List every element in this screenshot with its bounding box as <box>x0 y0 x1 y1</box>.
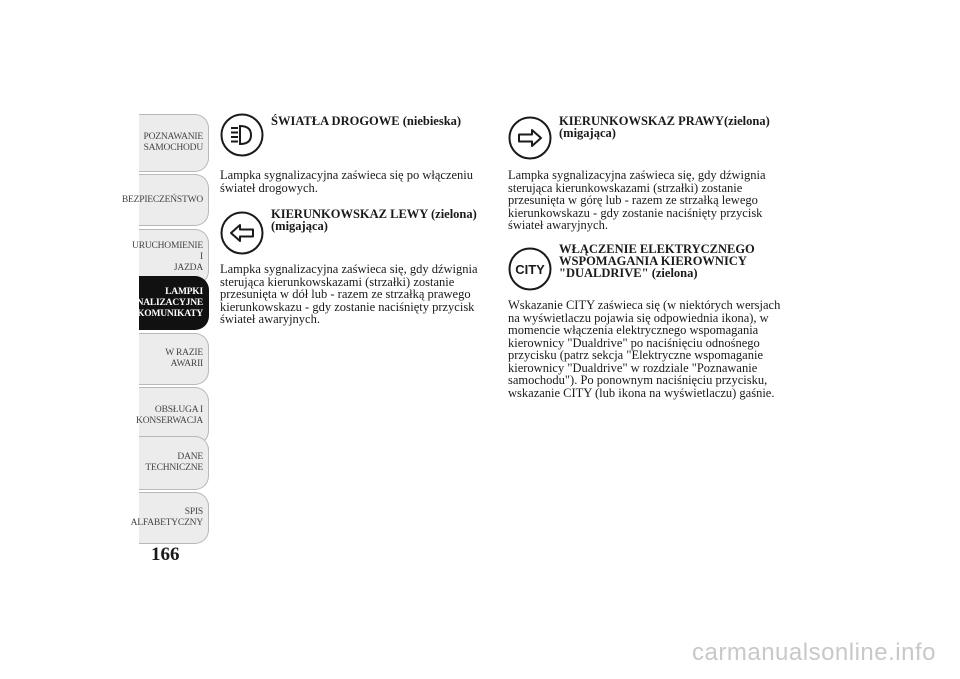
dualdrive-title: WŁĄCZENIE ELEKTRYCZNEGO WSPOMAGANIA KIEROWNICY "DUALDRIVE" (zielona) <box>559 242 755 280</box>
right-indicator-text: Lampka sygnalizacyjna zaświeca się, gdy dźwignia sterująca kierunkowskazami (strzałki) zostanie przesunięta w górę lub - razem ze strzałką lewego kierunkowskazu - gdy zostanie naciśnięty przycisk świateł awaryjnych. <box>508 168 766 232</box>
dualdrive-text: Wskazanie CITY zaświeca się (w niektórych wersjach na wyświetlaczu pojawia się odpowiednia ikona), w momencie włączenia elektrycznego wspomagania kierownicy "Dualdrive" po naciśnięciu odnośnego przycisku (patrz sekcja "Elektryczne wspomaganie kierownicy "Dualdrive" w rozdziale "Poznawanie samochodu"). Po ponownym naciśnięciu przycisku, wskazanie CITY (lub ikona na wyświetlaczu) gaśnie. <box>508 298 781 400</box>
tab-obsluga[interactable]: OBSŁUGA I KONSERWACJA <box>139 387 209 445</box>
tab-poznawanie[interactable]: POZNAWANIE SAMOCHODU <box>139 114 209 172</box>
tab-uruchomienie[interactable]: URUCHOMIENIE I JAZDA <box>139 229 209 285</box>
left-arrow-icon <box>220 211 264 255</box>
tab-awarii[interactable]: W RAZIE AWARII <box>139 333 209 385</box>
city-icon-label: CITY <box>515 262 545 277</box>
right-arrow-icon <box>508 116 552 160</box>
tab-spis[interactable]: SPIS ALFABETYCZNY <box>139 492 209 544</box>
tab-dane[interactable]: DANE TECHNICZNE <box>139 436 209 490</box>
high-beam-icon <box>220 113 264 157</box>
left-indicator-title: KIERUNKOWSKAZ LEWY (zielona) (migająca) <box>271 207 477 233</box>
left-indicator-text: Lampka sygnalizacyjna zaświeca się, gdy dźwignia sterująca kierunkowskazami (strzałki) zostanie przesunięta w dół lub - razem ze strzałką prawego kierunkowskazu - gdy zostanie naciśnięty przycisk świateł awaryjnych. <box>220 262 478 326</box>
high-beam-text: Lampka sygnalizacyjna zaświeca się po włączeniu świateł drogowych. <box>220 168 474 195</box>
watermark: carmanualsonline.info <box>692 639 936 666</box>
right-indicator-title: KIERUNKOWSKAZ PRAWY(zielona) (migająca) <box>559 114 770 140</box>
tab-lampki[interactable]: LAMPKI SYGNALIZACYJNE I KOMUNIKATY <box>139 276 209 330</box>
city-icon <box>508 247 552 291</box>
tab-bezpieczenstwo[interactable]: BEZPIECZEŃSTWO <box>139 174 209 226</box>
high-beam-title: ŚWIATŁA DROGOWE (niebieska) <box>271 114 462 128</box>
page-number: 166 <box>151 544 180 565</box>
